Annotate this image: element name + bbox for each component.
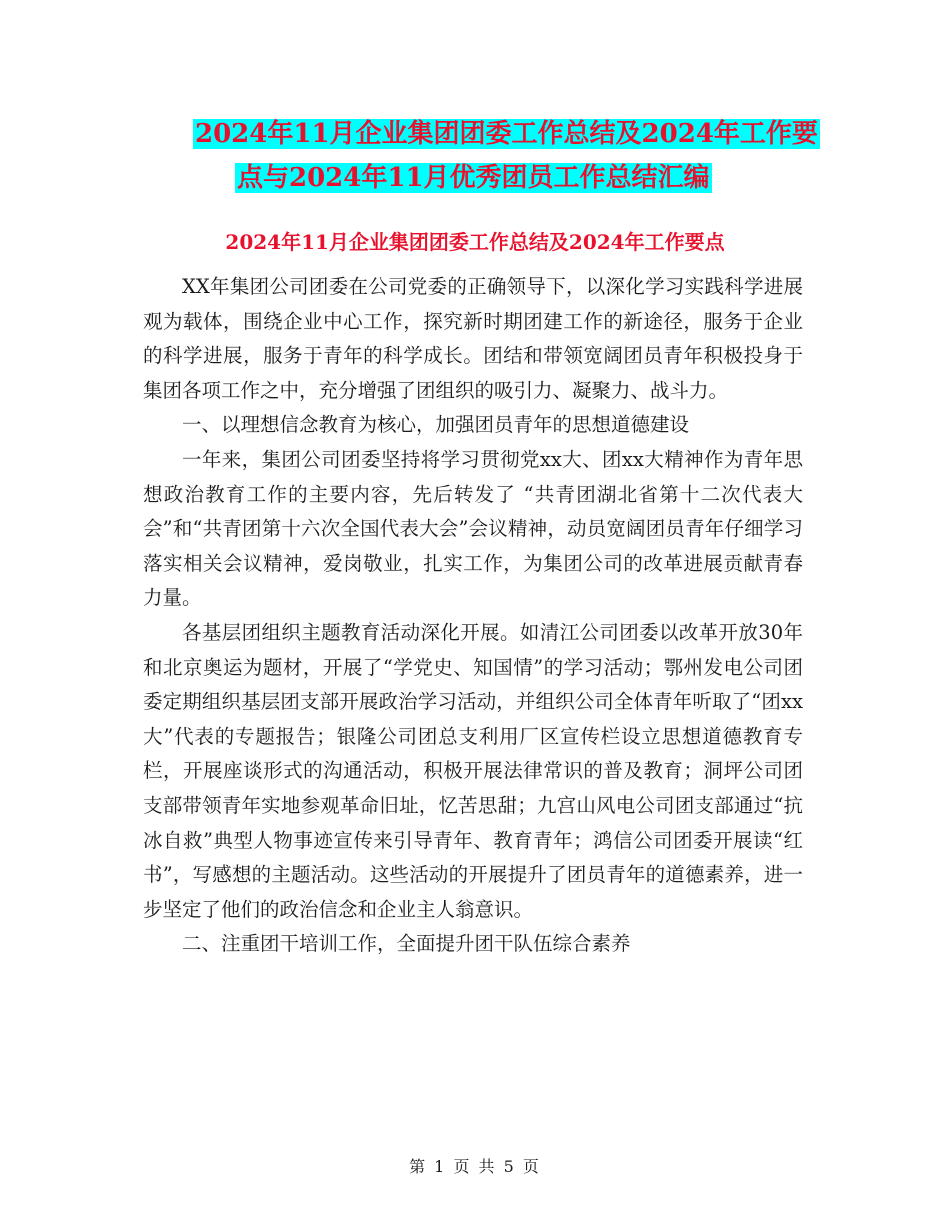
section-heading: 2024年11月企业集团团委工作总结及2024年工作要点 (225, 230, 725, 254)
paragraph-heading-1: 一、以理想信念教育为核心，加强团员青年的思想道德建设 (182, 413, 690, 437)
paragraph-2: 各基层团组织主题教育活动深化开展。如清江公司团委以改革开放30年和北京奥运为题材，开展了“学党史、知国情”的学习活动；鄂州发电公司团委定期组织基层团支部开展政治学习活动，并组织公司全体青年听取了“团xx大”代表的专题报告；银隆公司团总支利用厂区宣传栏设立思想道德教育专栏，开展座谈形式的沟通活动，积极开展法律常识的普及教育；洞坪公司团支部带领青年实地参观革命旧址，忆苦思甜；九宫山风电公司团支部通过“抗冰自救”典型人物事迹宣传来引导青年、教育青年；鸿信公司团委开展读“红书”，写感想的主题活动。这些活动的开展提升了团员青年的道德素养，进一步坚定了他们的政治信念和企业主人翁意识。 (143, 620, 803, 921)
document-body (143, 270, 803, 962)
paragraph-1: 一年来，集团公司团委坚持将学习贯彻党xx大、团xx大精神作为青年思想政治教育工作的主要内容，先后转发了 “共青团湖北省第十二次代表大会”和“共青团第十六次全国代表大会”会议精神，动员宽阔团员青年仔细学习落实相关会议精神，爱岗敬业，扎实工作，为集团公司的改革进展贡献青春力量。 (143, 447, 803, 610)
page-number-footer: 第 1 页 共 5 页 (409, 1157, 541, 1176)
document-title (185, 112, 825, 200)
title-line-1: 2024年11月企业集团团委工作总结及2024年工作要 (195, 119, 818, 149)
paragraph-heading-2: 二、注重团干培训工作，全面提升团干队伍综合素养 (182, 932, 631, 956)
title-line-2: 点与2024年11月优秀团员工作总结汇编 (237, 163, 710, 193)
paragraph-intro: XX年集团公司团委在公司党委的正确领导下，以深化学习实践科学进展观为载体，围绕企业中心工作，探究新时期团建工作的新途径，服务于企业的科学进展，服务于青年的科学成长。团结和带领宽阔团员青年积极投身于集团各项工作之中，充分增强了团组织的吸引力、凝聚力、战斗力。 (143, 275, 803, 402)
